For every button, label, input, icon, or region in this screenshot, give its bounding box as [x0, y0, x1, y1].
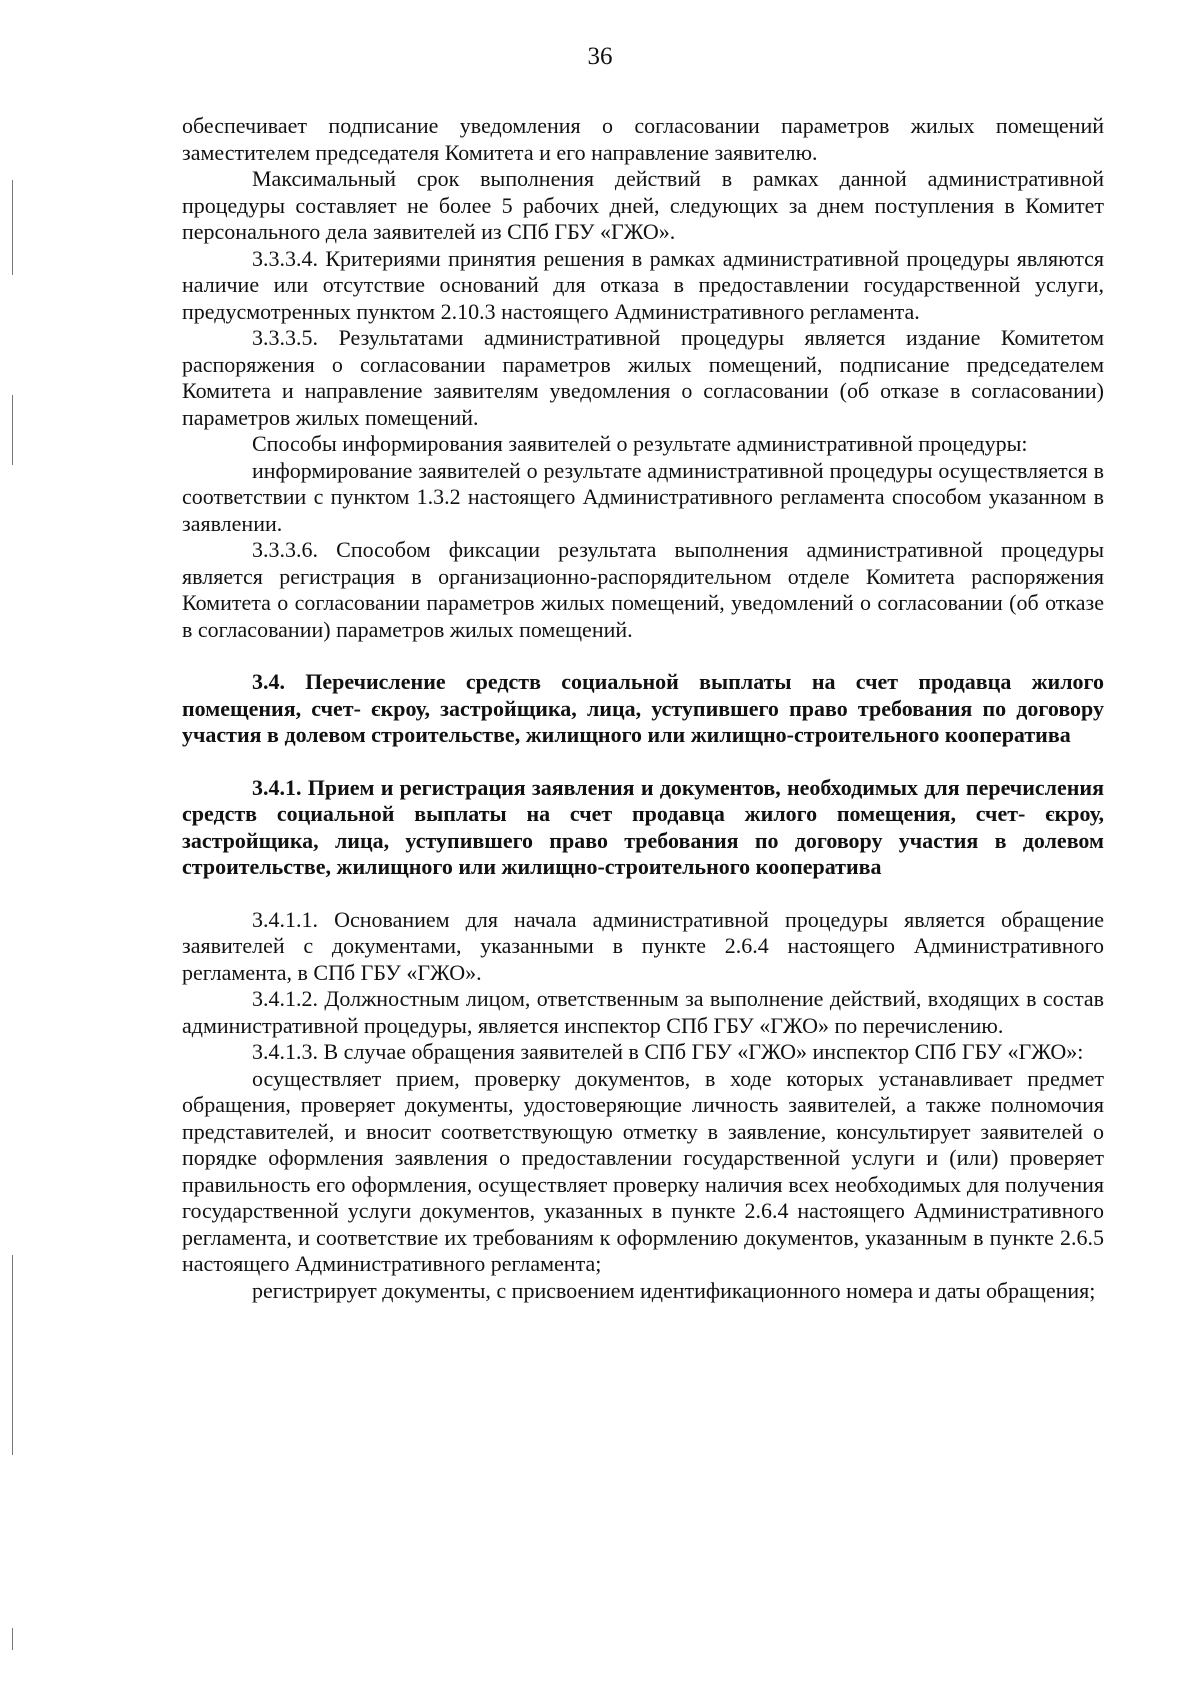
paragraph: 3.3.3.6. Способом фиксации результата выполнения административной процедуры является регистрация в организационно-распорядительном отделе Комитета распоряжения Комитета о согласовании параметров жилых помещений, уведомлений о согласовании (об отказе в согласовании) параметров жилых помещений. [182, 537, 1104, 642]
scan-margin-mark [12, 1628, 13, 1650]
scan-margin-mark [12, 1255, 13, 1455]
paragraph: 3.4.1.2. Должностным лицом, ответственным за выполнение действий, входящих в состав административной процедуры, является инспектор СПб ГБУ «ГЖО» по перечислению. [182, 986, 1104, 1038]
paragraph: обеспечивает подписание уведомления о согласовании параметров жилых помещений заместителем председателя Комитета и его направление заявителю. [182, 113, 1104, 165]
paragraph: осуществляет прием, проверку документов, в ходе которых устанавливает предмет обращения, проверяет документы, удостоверяющие личность заявителей, а также полномочия представителей, и вносит соответствующую отметку в заявление, консультирует заявителей о порядке оформления заявления о предоставлении государственной услуги и (или) проверяет правильность его оформления, осуществляет проверку наличия всех необходимых для получения государственной услуги документов, указанных в пункте 2.6.4 настоящего Административного регламента, и соответствие их требованиям к оформлению документов, указанным в пункте 2.6.5 настоящего Административного регламента; [182, 1065, 1104, 1276]
subsection-heading: 3.4.1. Прием и регистрация заявления и документов, необходимых для перечисления средств социальной выплаты на счет продавца жилого помещения, счет- єкроу, застройщика, лица, уступившего право требования по договору участия в долевом строительстве, жилищного или жилищно-строительного кооператива [182, 774, 1104, 879]
scan-margin-mark [12, 395, 13, 465]
paragraph: регистрирует документы, с присвоением идентификационного номера и даты обращения; [252, 1277, 1096, 1303]
paragraph: 3.4.1.3. В случае обращения заявителей в СПб ГБУ «ГЖО» инспектор СПб ГБУ «ГЖО»: [252, 1039, 1084, 1064]
page-number: 36 [587, 43, 613, 70]
paragraph: 3.4.1.1. Основанием для начала административной процедуры является обращение заявителей с документами, указанными в пункте 2.6.4 настоящего Административного регламента, в СПб ГБУ «ГЖО». [182, 906, 1104, 985]
paragraph: Способы информирования заявителей о результате административной процедуры: [252, 431, 1028, 456]
section-heading: 3.4. Перечисление средств социальной выплаты на счет продавца жилого помещения, счет- єкроу, застройщика, лица, уступившего право требования по договору участия в долевом строительстве, жилищного или жилищно-строительного кооператива [182, 669, 1104, 747]
paragraph: 3.3.3.4. Критериями принятия решения в рамках административной процедуры являются наличие или отсутствие оснований для отказа в предоставлении государственной услуги, предусмотренных пунктом 2.10.3 настоящего Административного регламента. [182, 245, 1104, 324]
document-body [182, 113, 1104, 1304]
paragraph: Максимальный срок выполнения действий в рамках данной административной процедуры составляет не более 5 рабочих дней, следующих за днем поступления в Комитет персонального дела заявителей из СПб ГБУ «ГЖО». [182, 166, 1104, 244]
scan-margin-mark [12, 180, 13, 275]
paragraph: информирование заявителей о результате административной процедуры осуществляется в соответствии с пунктом 1.3.2 настоящего Административного регламента способом указанном в заявлении. [182, 457, 1104, 536]
paragraph: 3.3.3.5. Результатами административной процедуры является издание Комитетом распоряжения о согласовании параметров жилых помещений, подписание председателем Комитета и направление заявителям уведомления о согласовании (об отказе в согласовании) параметров жилых помещений. [182, 325, 1104, 430]
